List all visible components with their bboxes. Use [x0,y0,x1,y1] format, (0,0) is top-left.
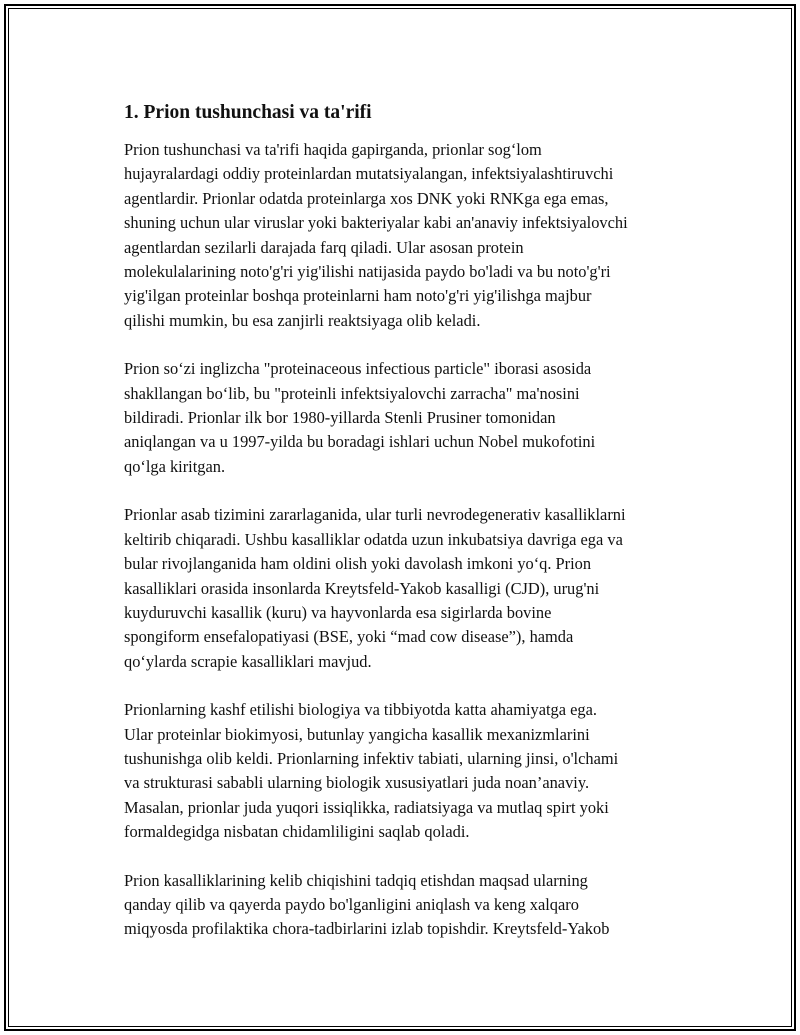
text-line: Prion tushunchasi va ta'rifi haqida gapirganda, prionlar sog‘lom [124,140,542,159]
text-line: molekulalarining noto'g'ri yig'ilishi natijasida paydo bo'ladi va bu noto'g'ri [124,262,611,282]
text-line: kasalliklari orasida insonlarda Kreytsfeld-Yakob kasalligi (CJD), urug'ni [124,578,600,598]
paragraph-3 [124,503,704,674]
text-line: Masalan, prionlar juda yuqori issiqlikka, radiatsiyaga va mutlaq spirt yoki [124,797,609,817]
text-line: miqyosda profilaktika chora-tadbirlarini izlab topishdir. Kreytsfeld-Yakob [124,919,610,939]
text-line: qo‘lga kiritgan. [124,456,226,476]
text-line: Ular proteinlar biokimyosi, butunlay yangicha kasallik mexanizmlarini [124,724,590,744]
section-heading: 1. Prion tushunchasi va ta'rifi [124,102,372,123]
paragraph-2 [124,357,704,479]
text-line: va strukturasi sababli ularning biologik xususiyatlari juda noan’anaviy. [124,773,590,793]
paragraph-5 [124,869,704,942]
text-line: shakllangan bo‘lib, bu "proteinli infektsiyalovchi zarracha" ma'nosini [124,383,580,403]
text-line: aniqlangan va u 1997-yilda bu boradagi ishlari uchun Nobel mukofotini [124,432,596,452]
text-line: spongiform ensefalopatiyasi (BSE, yoki “mad cow disease”), hamda [124,627,574,647]
text-line: shuning uchun ular viruslar yoki bakteriyalar kabi an'anaviy infektsiyalovchi [124,213,628,233]
page-content [124,100,704,966]
text-line: qo‘ylarda scrapie kasalliklari mavjud. [124,651,372,671]
page-frame [4,4,796,1031]
text-line: kuyduruvchi kasallik (kuru) va hayvonlarda esa sigirlarda bovine [124,602,552,622]
text-line: formaldegidga nisbatan chidamliligini saqlab qoladi. [124,822,470,842]
text-line: qanday qilib va qayerda paydo bo'lganligini aniqlash va keng xalqaro [124,894,579,914]
paragraph-4 [124,698,704,844]
text-line: Prion kasalliklarining kelib chiqishini tadqiq etishdan maqsad ularning [124,870,588,890]
text-line: hujayralardagi oddiy proteinlardan mutatsiyalangan, infektsiyalashtiruvchi [124,164,614,184]
text-line: Prion so‘zi inglizcha "proteinaceous infectious particle" iborasi asosida [124,359,592,379]
text-line: keltirib chiqaradi. Ushbu kasalliklar odatda uzun inkubatsiya davriga ega va [124,529,623,549]
text-line: Prionlar asab tizimini zararlaganida, ular turli nevrodegenerativ kasalliklarni [124,505,626,525]
text-line: qilishi mumkin, bu esa zanjirli reaktsiyaga olib keladi. [124,310,481,330]
text-line: bildiradi. Prionlar ilk bor 1980-yillarda Stenli Prusiner tomonidan [124,408,556,428]
paragraph-1 [124,138,704,333]
text-line: agentlardir. Prionlar odatda proteinlarga xos DNK yoki RNKga ega emas, [124,188,609,208]
text-line: tushunishga olib keldi. Prionlarning infektiv tabiati, ularning jinsi, o'lchami [124,748,619,768]
text-line: agentlardan sezilarli darajada farq qiladi. Ular asosan protein [124,237,524,257]
text-line: bular rivojlanganida ham oldini olish yoki davolash imkoni yo‘q. Prion [124,554,592,574]
text-line: yig'ilgan proteinlar boshqa proteinlarni ham noto'g'ri yig'ilishga majbur [124,286,592,306]
text-line: Prionlarning kashf etilishi biologiya va tibbiyotda katta ahamiyatga ega. [124,700,597,720]
